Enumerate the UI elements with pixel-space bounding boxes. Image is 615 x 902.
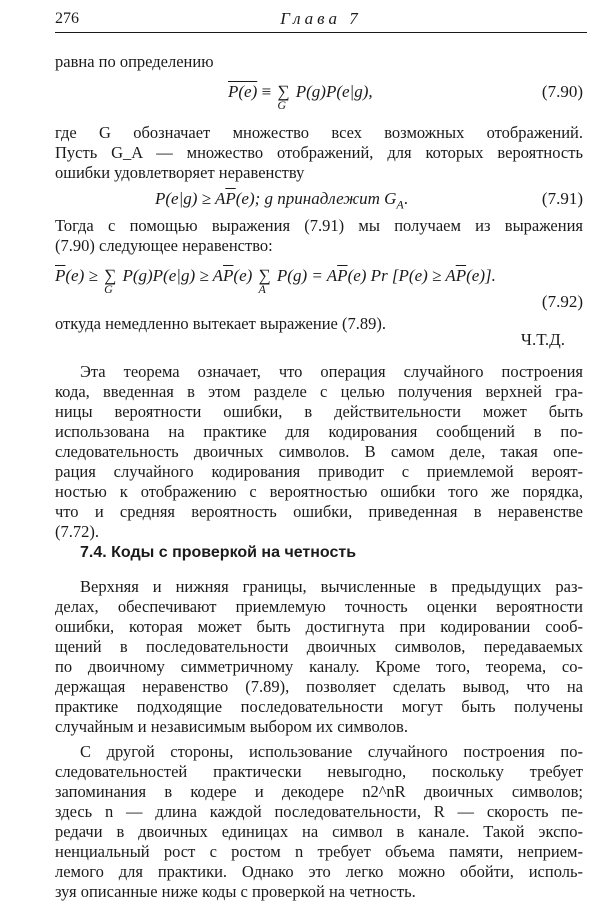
text-line: что и средняя вероятность ошибки, приведенная в неравенстве [55, 502, 583, 521]
section-heading: 7.4. Коды с проверкой на четность [80, 544, 357, 561]
eq-term: (e) ≥ [65, 266, 98, 285]
sum-symbol: ∑ G [104, 266, 117, 296]
text-line: здесь n — длина каждой последовательности, R — скорость пе- [55, 802, 583, 821]
text-line: зуя описанные ниже коды с проверкой на четность. [55, 882, 416, 901]
eq-dot: . [403, 189, 408, 208]
text-line: лемого для практики. Однако это легко можно обойти, исполь- [55, 862, 583, 881]
eq-pbar: $\overline{P}$ [337, 266, 348, 285]
text-line: равна по определению [55, 52, 214, 71]
text-line: где G обозначает множество всех возможных отображений. [55, 123, 583, 142]
eq-term: P(g)P(e|g) ≥ A [122, 266, 224, 285]
eq-term: (e) Pr [P(e) ≥ A [347, 266, 456, 285]
text-line: ницы вероятности ошибки, в действительности может быть [55, 402, 583, 421]
equation-7-90 [55, 76, 583, 110]
text-line: следовательностей практически невыгодно, поскольку требует [55, 762, 583, 781]
text-line: Верхняя и нижняя границы, вычисленные в предыдущих раз- [80, 577, 583, 596]
text-line: использована на практике для кодирования сообщений в по- [55, 422, 583, 441]
eq-pbar: $\overline{P}$ [223, 266, 234, 285]
eq-lhs: P(e|g) ≥ A [155, 189, 226, 208]
eq-subscript: A [396, 197, 404, 212]
sum-subscript: G [104, 282, 113, 296]
qed-mark: Ч.Т.Д. [520, 330, 565, 349]
eq-pbar: $\overline{P}$ [225, 189, 236, 208]
equation-number: (7.91) [541, 189, 583, 208]
eq-term: (e) [233, 266, 253, 285]
eq-pbar: $\overline{P}$ [455, 266, 467, 285]
text-line: ненциальный рост с ростом n требует объема памяти, неприем- [55, 842, 583, 861]
text-line: щений в последовательности двоичных символов, передаваемых [55, 637, 583, 656]
sum-symbol: ∑ A [258, 266, 271, 296]
equation-number: (7.92) [541, 292, 583, 311]
eq-term: (e)]. [466, 266, 496, 285]
eq-term: P(g) = A [276, 266, 338, 285]
eq-lhs: P(e) [228, 82, 258, 101]
text-line: практике подходящие последовательности могут быть получены [55, 697, 583, 716]
running-header [55, 6, 587, 33]
eq-rest: (e); g принадлежит G [235, 189, 397, 208]
text-line: по двоичному симметричному каналу. Кроме того, теорема, со- [55, 657, 583, 676]
text-line: редачи в двоичных единицах на символ в канале. Такой экспо- [55, 822, 583, 841]
text-line: следовательность двоичных символов. В самом деле, такая опе- [55, 442, 583, 461]
text-line: (7.90) следующее неравенство: [55, 236, 273, 255]
eq-relation: ≡ [261, 82, 272, 101]
sum-symbol: ∑ G [277, 82, 290, 112]
text-line: кода, введенная в этом разделе с целью получения верхней гра- [55, 382, 583, 401]
text-line: держащая неравенство (7.89), позволяет сделать вывод, что на [55, 677, 583, 696]
text-line: Пусть G_A — множество отображений, для которых вероятность [55, 143, 583, 162]
equation-7-92 [55, 260, 583, 294]
text-line: запоминания в кодере и декодере n2^nR двоичных символов; [55, 782, 583, 801]
text-line: С другой стороны, использование случайного построения по- [80, 742, 583, 761]
eq-rhs: P(g)P(e|g), [295, 82, 373, 101]
text-line: ошибки удовлетворяет неравенству [55, 163, 305, 182]
eq-pbar: $\overline{P}$ [55, 266, 66, 285]
text-line: откуда немедленно вытекает выражение (7.89). [55, 314, 386, 333]
text-line: Эта теорема означает, что операция случайного построения [80, 362, 583, 381]
text-line: рация случайного кодирования приводит с приемлемой вероят- [55, 462, 583, 481]
text-line: ностью к отображению с вероятностью ошибки того же порядка, [55, 482, 583, 501]
text-line: Тогда с помощью выражения (7.91) мы получаем из выражения [55, 216, 583, 235]
text-line: делах, обеспечивают приемлемую точность оценки вероятности [55, 597, 583, 616]
sum-subscript: A [258, 282, 266, 296]
text-line: (7.72). [55, 522, 99, 541]
page-number: 276 [55, 10, 79, 27]
equation-number: (7.90) [541, 82, 583, 101]
text-line: ошибки, которая может быть достигнута при кодировании сооб- [55, 617, 583, 636]
sum-subscript: G [277, 98, 287, 112]
text-line: случайным и независимым выбором их символов. [55, 717, 408, 736]
equation-7-91 [55, 183, 583, 217]
chapter-title: Глава 7 [280, 9, 362, 28]
